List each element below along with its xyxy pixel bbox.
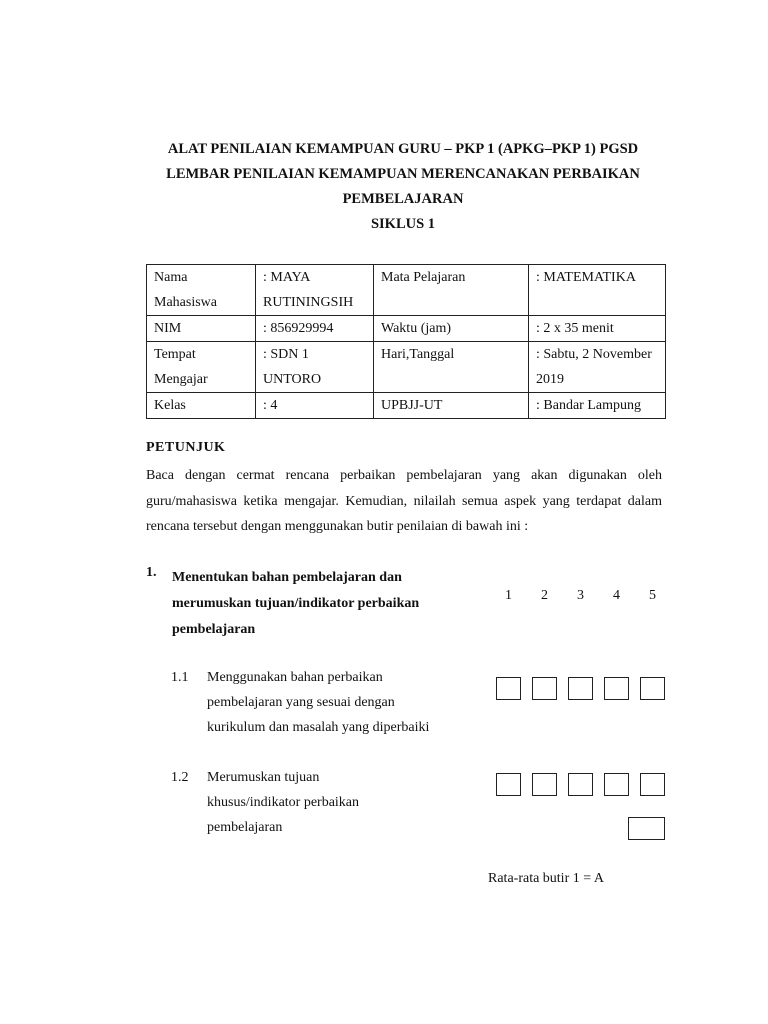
scale-label-4: 4 — [613, 588, 620, 603]
value-cell: : 2 x 35 menit — [529, 316, 666, 342]
value-cell: : Sabtu, 2 November 2019 — [529, 342, 666, 393]
label-cell: Kelas — [147, 393, 256, 419]
title-line-3: PEMBELAJARAN — [342, 191, 464, 207]
score-box-2[interactable] — [532, 677, 557, 700]
scale-label-3: 3 — [577, 588, 584, 603]
document-title-block — [0, 137, 768, 237]
label-cell: Mata Pelajaran — [374, 265, 529, 316]
label-cell: Nama Mahasiswa — [147, 265, 256, 316]
table-row — [147, 393, 666, 419]
item-number: 1.1 — [171, 670, 189, 685]
score-box-4[interactable] — [604, 677, 629, 700]
value-cell: : 4 — [256, 393, 374, 419]
table-row — [147, 342, 666, 393]
score-box-5[interactable] — [640, 677, 665, 700]
instructions-heading: PETUNJUK — [146, 440, 226, 455]
score-box-1[interactable] — [496, 677, 521, 700]
item-text: Menggunakan bahan perbaikan pembelajaran yang sesuai dengan kurikulum dan masalah yang diperbaiki — [207, 670, 430, 735]
score-box-5[interactable] — [640, 773, 665, 796]
score-box-2[interactable] — [532, 773, 557, 796]
score-box-4[interactable] — [604, 773, 629, 796]
average-score-box[interactable] — [628, 817, 665, 840]
item-text: Merumuskan tujuan khusus/indikator perbaikan pembelajaran — [207, 770, 360, 835]
section-title: Menentukan bahan pembelajaran dan merumuskan tujuan/indikator perbaikan pembelajaran — [172, 570, 420, 637]
label-cell: Hari,Tanggal — [374, 342, 529, 393]
score-box-1[interactable] — [496, 773, 521, 796]
value-cell: : MAYA RUTININGSIH — [256, 265, 374, 316]
student-info-table — [146, 264, 666, 419]
score-box-3[interactable] — [568, 677, 593, 700]
scale-label-5: 5 — [649, 588, 656, 603]
value-cell: : Bandar Lampung — [529, 393, 666, 419]
value-cell: : SDN 1 UNTORO — [256, 342, 374, 393]
average-label: Rata-rata butir 1 = A — [488, 871, 604, 886]
section-number: 1. — [146, 565, 157, 580]
label-cell: UPBJJ-UT — [374, 393, 529, 419]
value-cell: : MATEMATIKA — [529, 265, 666, 316]
value-cell: : 856929994 — [256, 316, 374, 342]
table-row — [147, 316, 666, 342]
label-cell: Waktu (jam) — [374, 316, 529, 342]
score-box-3[interactable] — [568, 773, 593, 796]
table-row — [147, 265, 666, 316]
scale-label-1: 1 — [505, 588, 512, 603]
title-line-1: ALAT PENILAIAN KEMAMPUAN GURU – PKP 1 (APKG–PKP 1) PGSD — [167, 141, 639, 157]
instructions-text: Baca dengan cermat rencana perbaikan pembelajaran yang akan digunakan oleh guru/mahasiswa ketika mengajar. Kemudian, nilailah semua aspek yang terdapat dalam rencana tersebut dengan menggunakan butir penilaian di bawah ini : — [146, 468, 662, 534]
label-cell: Tempat Mengajar — [147, 342, 256, 393]
label-cell: NIM — [147, 316, 256, 342]
scale-label-2: 2 — [541, 588, 548, 603]
title-line-4: SIKLUS 1 — [370, 216, 436, 232]
item-number: 1.2 — [171, 770, 189, 785]
title-line-2: LEMBAR PENILAIAN KEMAMPUAN MERENCANAKAN PERBAIKAN — [166, 166, 640, 182]
